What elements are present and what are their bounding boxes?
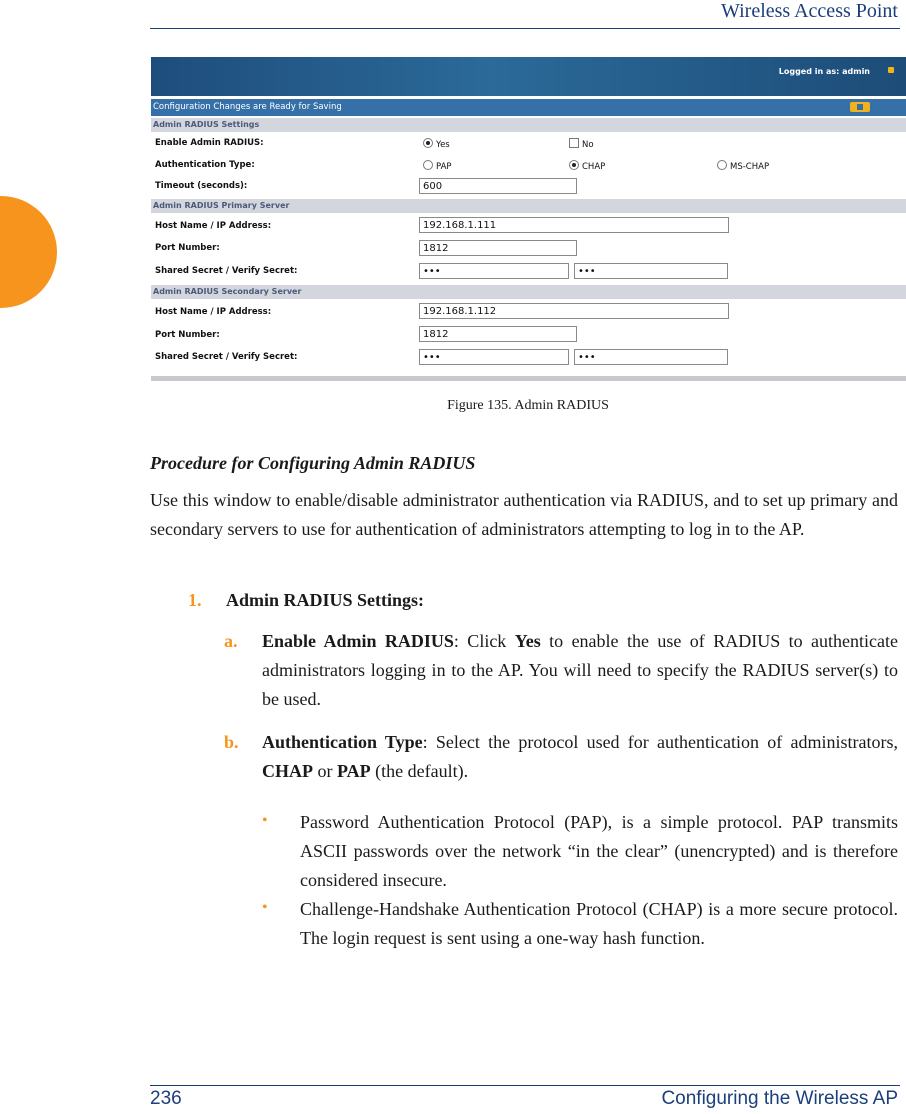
running-header-title: Wireless Access Point <box>721 0 898 22</box>
secondary-port-label: Port Number: <box>155 330 220 340</box>
footer-rule <box>150 1085 900 1086</box>
save-changes-text: Configuration Changes are Ready for Saving <box>153 102 342 112</box>
enable-no-checkbox[interactable]: No <box>569 138 594 150</box>
logout-icon[interactable] <box>888 67 894 73</box>
section-primary-server: Admin RADIUS Primary Server <box>151 199 906 213</box>
step-b-text: Authentication Type: Select the protocol used for authentication of administrators, CHAP or PAP (the default). <box>262 732 898 781</box>
chapter-tab-marker <box>0 196 57 308</box>
secondary-verify-secret-input[interactable]: ••• <box>574 349 728 365</box>
bullet-1-text: Password Authentication Protocol (PAP), is a simple protocol. PAP transmits ASCII passwords over the network “in the clear” (unencrypted) and is therefore considered insecure. <box>300 812 898 890</box>
figure-bottom-border <box>151 376 906 381</box>
primary-secret-label: Shared Secret / Verify Secret: <box>155 266 298 276</box>
secondary-host-input[interactable]: 192.168.1.112 <box>419 303 729 319</box>
header-rule <box>150 28 900 29</box>
intro-paragraph: Use this window to enable/disable administrator authentication via RADIUS, and to set up primary and secondary servers to use for authentication of administrators attempting to log in to the AP. <box>150 490 898 539</box>
primary-port-input[interactable]: 1812 <box>419 240 577 256</box>
procedure-title: Procedure for Configuring Admin RADIUS <box>150 453 476 473</box>
step-b-number: b. <box>224 732 239 752</box>
primary-port-label: Port Number: <box>155 243 220 253</box>
section-secondary-server: Admin RADIUS Secondary Server <box>151 285 906 299</box>
secondary-host-label: Host Name / IP Address: <box>155 307 272 317</box>
primary-secret-input[interactable]: ••• <box>419 263 569 279</box>
bullet-2-text: Challenge-Handshake Authentication Protocol (CHAP) is a more secure protocol. The login request is sent using a one-way hash function. <box>300 899 898 948</box>
section-admin-radius-settings: Admin RADIUS Settings <box>151 118 906 132</box>
save-icon[interactable] <box>850 102 870 112</box>
app-header-banner <box>151 57 906 96</box>
step-a-number: a. <box>224 631 238 651</box>
timeout-input[interactable]: 600 <box>419 178 577 194</box>
primary-verify-secret-input[interactable]: ••• <box>574 263 728 279</box>
logged-in-status: Logged in as: admin <box>778 67 870 76</box>
figure-caption: Figure 135. Admin RADIUS <box>447 398 609 413</box>
primary-host-input[interactable]: 192.168.1.111 <box>419 217 729 233</box>
admin-radius-screenshot <box>151 57 906 381</box>
save-changes-bar <box>151 99 906 116</box>
step-a-text: Enable Admin RADIUS: Click Yes to enable the use of RADIUS to authenticate administrators logging in to the AP. You will need to specify the RADIUS server(s) to be used. <box>262 631 898 709</box>
enable-admin-radius-label: Enable Admin RADIUS: <box>155 138 264 148</box>
primary-host-label: Host Name / IP Address: <box>155 221 272 231</box>
secondary-secret-input[interactable]: ••• <box>419 349 569 365</box>
secondary-secret-label: Shared Secret / Verify Secret: <box>155 352 298 362</box>
step-1-title: Admin RADIUS Settings: <box>226 590 425 610</box>
page-number: 236 <box>150 1088 182 1109</box>
footer-section-title: Configuring the Wireless AP <box>661 1088 898 1109</box>
enable-yes-radio[interactable]: Yes <box>423 138 450 150</box>
secondary-port-input[interactable]: 1812 <box>419 326 577 342</box>
auth-pap-radio[interactable]: PAP <box>423 160 452 172</box>
auth-mschap-radio[interactable]: MS-CHAP <box>717 160 769 172</box>
bullet-2-marker: • <box>262 899 268 916</box>
bullet-1-marker: • <box>262 812 268 829</box>
step-1-number: 1. <box>188 590 202 610</box>
authentication-type-label: Authentication Type: <box>155 160 255 170</box>
timeout-label: Timeout (seconds): <box>155 181 248 191</box>
auth-chap-radio[interactable]: CHAP <box>569 160 605 172</box>
